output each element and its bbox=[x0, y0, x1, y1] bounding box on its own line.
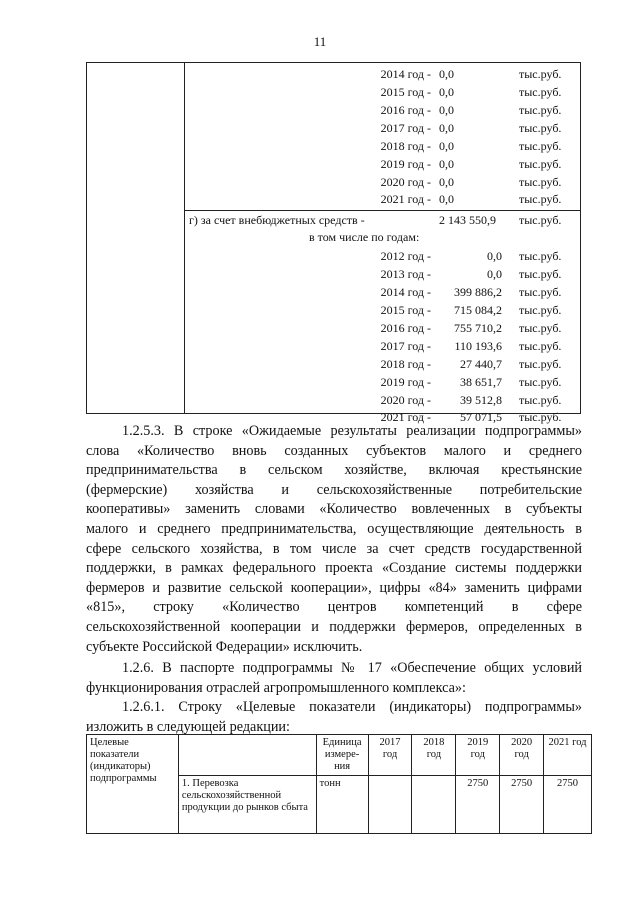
year-cell: 2013 год - bbox=[380, 267, 431, 281]
table-row bbox=[87, 267, 582, 285]
indicator-unit-cell: тонн bbox=[316, 776, 368, 834]
unit-header-cell: Единица измере-ния bbox=[316, 735, 368, 776]
value-cell: 0,0 bbox=[439, 157, 454, 171]
unit-cell: тыс.руб. bbox=[519, 339, 562, 353]
row-label-cell: Целевые показатели (индикаторы) подпрограммы bbox=[87, 735, 179, 834]
year-cell: 2017 год - bbox=[380, 339, 431, 353]
value-cell: 39 512,8 bbox=[460, 393, 502, 407]
year-cell: 2016 год - bbox=[380, 103, 431, 117]
text-line: кооперативы» заменить словами «Количество вовлеченных в субъекты bbox=[86, 501, 582, 518]
unit-cell: тыс.руб. bbox=[519, 157, 562, 171]
unit-cell: тыс.руб. bbox=[519, 285, 562, 299]
unit-cell: тыс.руб. bbox=[519, 175, 562, 189]
value-cell: 0,0 bbox=[439, 121, 454, 135]
value-cell: 0,0 bbox=[439, 139, 454, 153]
paragraph-1-2-6 bbox=[86, 659, 582, 698]
table-row bbox=[87, 192, 582, 210]
unit-cell: тыс.руб. bbox=[519, 192, 562, 206]
year-cell: 2021 год - bbox=[380, 410, 431, 424]
year-header-cell: 2019 год bbox=[456, 735, 500, 776]
text-line: 1.2.5.3. В строке «Ожидаемые результаты реализации подпрограммы» bbox=[122, 423, 582, 439]
financing-table bbox=[86, 62, 581, 424]
unit-cell: тыс.руб. bbox=[519, 410, 562, 424]
extra-budget-total: 2 143 550,9 bbox=[439, 213, 496, 227]
unit-cell: тыс.руб. bbox=[519, 103, 562, 117]
table-row bbox=[87, 393, 582, 411]
table-row bbox=[87, 85, 582, 103]
text-line: субъекте Российской Федерации» исключить. bbox=[86, 638, 363, 655]
text-line: (фермерские) хозяйства и сельскохозяйственные потребительские bbox=[86, 481, 582, 498]
value-cell: 399 886,2 bbox=[454, 285, 502, 299]
table-row bbox=[87, 321, 582, 339]
value-cell: 57 071,5 bbox=[460, 410, 502, 424]
value-cell: 0,0 bbox=[487, 267, 502, 281]
unit-cell: тыс.руб. bbox=[519, 303, 562, 317]
unit-cell: тыс.руб. bbox=[519, 139, 562, 153]
text-line: предпринимательства в сельском хозяйстве, включая крестьянские bbox=[86, 462, 582, 479]
text-line: изложить в следующей редакции: bbox=[86, 718, 290, 735]
unit-cell: тыс.руб. bbox=[519, 121, 562, 135]
year-cell: 2018 год - bbox=[380, 139, 431, 153]
unit-cell: тыс.руб. bbox=[519, 213, 562, 227]
year-header-cell: 2017 год bbox=[368, 735, 412, 776]
value-cell: 110 193,6 bbox=[454, 339, 502, 353]
paragraph-1-2-6-1 bbox=[86, 698, 582, 737]
table-row bbox=[87, 357, 582, 375]
value-cell: 38 651,7 bbox=[460, 375, 502, 389]
table-row bbox=[87, 67, 582, 85]
table-row bbox=[87, 285, 582, 303]
year-cell: 2020 год - bbox=[380, 393, 431, 407]
year-cell: 2021 год - bbox=[380, 192, 431, 206]
extra-budget-label: г) за счет внебюджетных средств - bbox=[189, 213, 365, 227]
indicator-name-cell: 1. Перевозка сельскохозяйственной продукции до рынков сбыта bbox=[178, 776, 316, 834]
paragraph-1-2-5-3 bbox=[86, 422, 582, 657]
year-cell: 2019 год - bbox=[380, 375, 431, 389]
table-row bbox=[87, 230, 582, 248]
text-line: сфере сельского хозяйства, в том числе за счет средств государственной bbox=[86, 540, 582, 557]
empty-header-cell bbox=[178, 735, 316, 776]
table-row bbox=[87, 103, 582, 121]
unit-cell: тыс.руб. bbox=[519, 267, 562, 281]
year-cell: 2014 год - bbox=[380, 285, 431, 299]
unit-cell: тыс.руб. bbox=[519, 85, 562, 99]
table-row bbox=[87, 213, 582, 231]
table-row bbox=[87, 339, 582, 357]
table-row-divider bbox=[184, 210, 580, 211]
value-cell: 715 084,2 bbox=[454, 303, 502, 317]
unit-cell: тыс.руб. bbox=[519, 67, 562, 81]
year-cell: 2019 год - bbox=[380, 157, 431, 171]
value-cell: 0,0 bbox=[439, 175, 454, 189]
text-line: фермеров и развитие сельской кооперации», цифры «84» заменить цифрами bbox=[86, 579, 582, 596]
text-line: слова «Количество вновь созданных субъектов малого и среднего bbox=[86, 442, 582, 459]
value-cell: 755 710,2 bbox=[454, 321, 502, 335]
by-years-label: в том числе по годам: bbox=[309, 230, 420, 244]
value-cell: 2750 bbox=[456, 776, 500, 834]
text-line: 1.2.6.1. Строку «Целевые показатели (индикаторы) подпрограммы» bbox=[122, 699, 582, 715]
value-cell bbox=[368, 776, 412, 834]
unit-cell: тыс.руб. bbox=[519, 357, 562, 371]
year-cell: 2012 год - bbox=[380, 249, 431, 263]
year-header-cell: 2020 год bbox=[500, 735, 544, 776]
year-cell: 2018 год - bbox=[380, 357, 431, 371]
table-row bbox=[87, 735, 592, 776]
year-cell: 2015 год - bbox=[380, 303, 431, 317]
table-row bbox=[87, 249, 582, 267]
table-row bbox=[87, 121, 582, 139]
year-cell: 2020 год - bbox=[380, 175, 431, 189]
value-cell: 0,0 bbox=[439, 85, 454, 99]
year-cell: 2014 год - bbox=[380, 67, 431, 81]
year-header-cell: 2018 год bbox=[412, 735, 456, 776]
value-cell: 0,0 bbox=[439, 192, 454, 206]
unit-cell: тыс.руб. bbox=[519, 375, 562, 389]
year-cell: 2016 год - bbox=[380, 321, 431, 335]
year-header-cell: 2021 год bbox=[544, 735, 592, 776]
text-line: сельскохозяйственной кооперации и поддержки фермеров, определенных в bbox=[86, 618, 582, 635]
text-line: 1.2.6. В паспорте подпрограммы № 17 «Обеспечение общих условий bbox=[122, 660, 582, 676]
table-row bbox=[87, 375, 582, 393]
value-cell: 2750 bbox=[544, 776, 592, 834]
text-line: поддержки, в рамках федерального проекта «Создание системы поддержки bbox=[86, 560, 582, 577]
year-cell: 2015 год - bbox=[380, 85, 431, 99]
table-row bbox=[87, 175, 582, 193]
value-cell: 0,0 bbox=[487, 249, 502, 263]
value-cell: 0,0 bbox=[439, 67, 454, 81]
table-row bbox=[87, 157, 582, 175]
unit-cell: тыс.руб. bbox=[519, 249, 562, 263]
unit-cell: тыс.руб. bbox=[519, 393, 562, 407]
table-row bbox=[87, 139, 582, 157]
value-cell: 2750 bbox=[500, 776, 544, 834]
year-cell: 2017 год - bbox=[380, 121, 431, 135]
value-cell: 0,0 bbox=[439, 103, 454, 117]
page-number: 11 bbox=[313, 34, 327, 49]
value-cell bbox=[412, 776, 456, 834]
text-line: «815», строку «Количество центров компетенций в сфере bbox=[86, 599, 582, 616]
value-cell: 27 440,7 bbox=[460, 357, 502, 371]
unit-cell: тыс.руб. bbox=[519, 321, 562, 335]
indicators-table bbox=[86, 734, 592, 834]
table-row bbox=[87, 303, 582, 321]
text-line: малого и среднего предпринимательства, осуществляющие деятельность в bbox=[86, 520, 582, 537]
text-line: функционирования отраслей агропромышленного комплекса»: bbox=[86, 679, 466, 696]
